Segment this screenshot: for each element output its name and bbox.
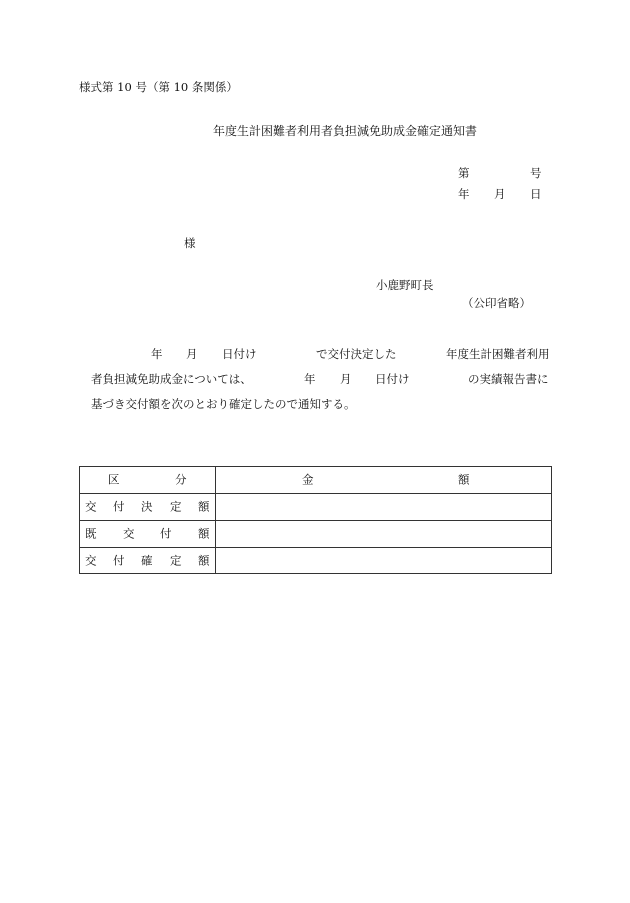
header-amount-cell (216, 467, 552, 494)
date-month: 月 (494, 187, 506, 201)
header-amount-char: 金 (302, 472, 314, 487)
amount-value-cell[interactable] (216, 494, 552, 521)
row-label-cell (80, 521, 216, 548)
header-category-char: 分 (175, 472, 187, 487)
row-label-char: 確 (141, 552, 153, 567)
body-line3: 基づき交付額を次のとおり確定したので通知する。 (91, 397, 356, 411)
amount-value-cell[interactable] (216, 521, 552, 548)
body-line1-decided: で交付決定した (316, 347, 397, 361)
date-year: 年 (458, 187, 470, 201)
table-row (80, 548, 552, 574)
row-label-char: 額 (198, 526, 210, 541)
row-label-char: 定 (170, 499, 182, 514)
body-line2-tail: の実績報告書に (468, 372, 549, 386)
row-label-char: 付 (113, 552, 125, 567)
issuer-name: 小鹿野町長 (376, 278, 434, 292)
row-label-char: 定 (170, 552, 182, 567)
row-label-char: 決 (141, 499, 153, 514)
body-line2-day: 日付け (375, 372, 410, 386)
doc-number-go: 号 (530, 166, 542, 180)
amount-value-cell[interactable] (216, 548, 552, 574)
row-label-char: 交 (85, 499, 97, 514)
row-label-char: 交 (123, 526, 135, 541)
body-line1-month: 月 (186, 347, 198, 361)
header-amount-char: 額 (458, 472, 470, 487)
amount-table (79, 466, 552, 574)
row-label-char: 既 (85, 526, 97, 541)
table-row (80, 521, 552, 548)
body-line1-year: 年 (151, 347, 163, 361)
date-day: 日 (530, 187, 542, 201)
addressee-suffix: 様 (184, 236, 196, 250)
row-label-cell (80, 548, 216, 574)
document-title: 年度生計困難者利用者負担減免助成金確定通知書 (213, 124, 478, 138)
form-number: 様式第 10 号（第 10 条関係） (79, 80, 238, 94)
row-label-char: 額 (198, 552, 210, 567)
header-category-char: 区 (108, 472, 120, 487)
row-label-char: 付 (160, 526, 172, 541)
body-line2-year: 年 (304, 372, 316, 386)
doc-number-dai: 第 (458, 166, 470, 180)
body-line2-head: 者負担減免助成金については、 (91, 372, 252, 386)
body-line1-day: 日付け (222, 347, 257, 361)
row-label-char: 額 (198, 499, 210, 514)
table-header-row (80, 467, 552, 494)
seal-note: （公印省略） (462, 296, 531, 310)
row-label-cell (80, 494, 216, 521)
row-label-char: 付 (113, 499, 125, 514)
header-category-cell (80, 467, 216, 494)
body-line2-month: 月 (340, 372, 352, 386)
body-line1-tail: 年度生計困難者利用 (446, 347, 550, 361)
table-row (80, 494, 552, 521)
row-label-char: 交 (85, 552, 97, 567)
